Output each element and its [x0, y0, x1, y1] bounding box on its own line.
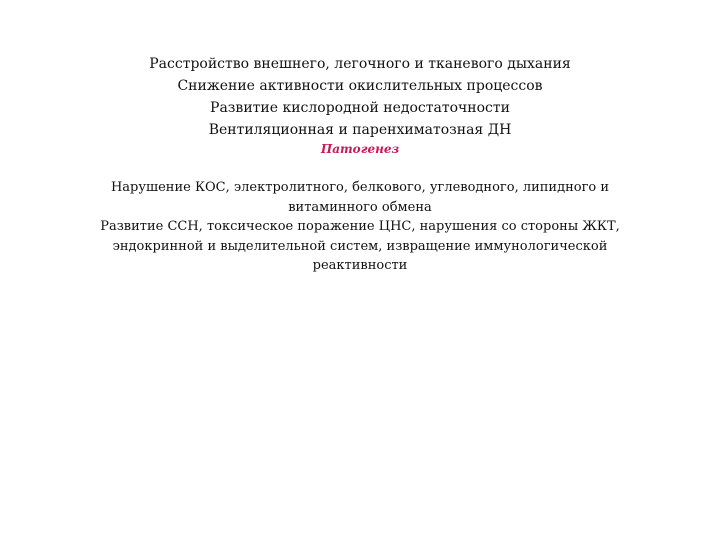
section-heading: Патогенез: [320, 142, 400, 156]
pathogenesis-paragraph-2: Развитие ССН, токсическое поражение ЦНС, нарушения со стороны ЖКТ, эндокринной и выделительной систем, извращение иммунологической реактивности: [100, 219, 620, 273]
summary-line-1: Расстройство внешнего, легочного и тканевого дыхания: [149, 56, 571, 72]
summary-line-3: Развитие кислородной недостаточности: [210, 100, 510, 116]
summary-line-4: Вентиляционная и паренхиматозная ДН: [208, 122, 512, 138]
summary-block: [0, 53, 720, 157]
pathogenesis-block: [70, 178, 650, 276]
summary-line-2: Снижение активности окислительных процессов: [177, 78, 543, 94]
pathogenesis-paragraph-1: Нарушение КОС, электролитного, белкового, углеводного, липидного и витаминного обмена: [110, 180, 610, 215]
